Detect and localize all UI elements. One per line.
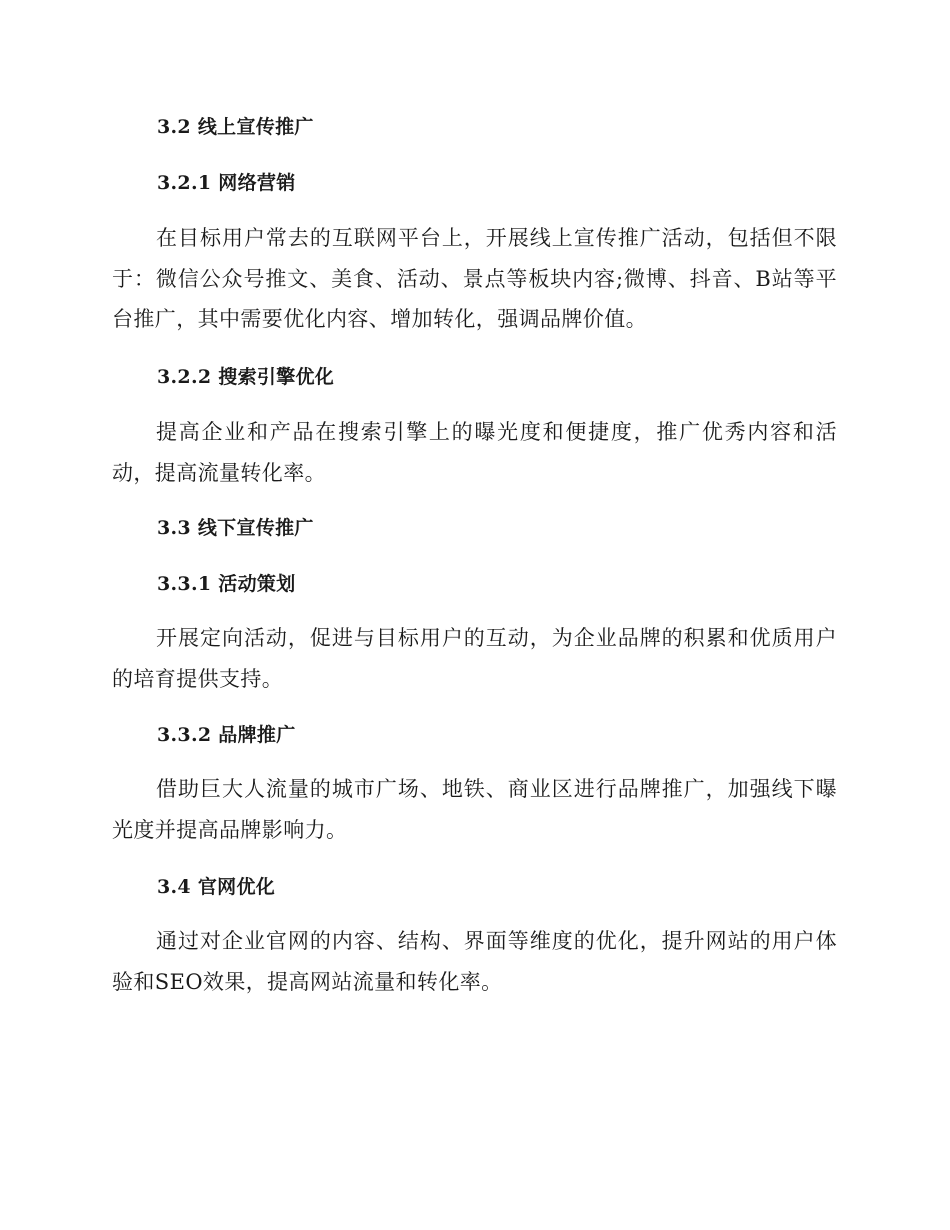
subsection-heading-3-3-1: 3.3.1 活动策划 bbox=[157, 573, 296, 595]
subsection-heading-3-2-2: 3.2.2 搜索引擎优化 bbox=[157, 366, 335, 388]
paragraph-network-marketing: 在目标用户常去的互联网平台上，开展线上宣传推广活动，包括但不限于：微信公众号推文、美食、活动、景点等板块内容;微博、抖音、B站等平台推广，其中需要优化内容、增加转化，强调品牌价值。 bbox=[112, 226, 837, 331]
subsection-heading-3-2-1: 3.2.1 网络营销 bbox=[157, 172, 296, 194]
paragraph-website-optimization: 通过对企业官网的内容、结构、界面等维度的优化，提升网站的用户体验和SEO效果，提高网站流量和转化率。 bbox=[112, 929, 837, 994]
section-heading-3-3: 3.3 线下宣传推广 bbox=[157, 517, 314, 539]
paragraph-seo: 提高企业和产品在搜索引擎上的曝光度和便捷度，推广优秀内容和活动，提高流量转化率。 bbox=[112, 420, 837, 485]
section-heading-3-4: 3.4 官网优化 bbox=[157, 876, 276, 898]
paragraph-event-planning: 开展定向活动，促进与目标用户的互动，为企业品牌的积累和优质用户的培育提供支持。 bbox=[112, 626, 837, 691]
subsection-heading-3-3-2: 3.3.2 品牌推广 bbox=[157, 724, 296, 746]
paragraph-brand-promotion: 借助巨大人流量的城市广场、地铁、商业区进行品牌推广，加强线下曝光度并提高品牌影响力。 bbox=[112, 777, 837, 842]
section-heading-3-2: 3.2 线上宣传推广 bbox=[157, 116, 314, 138]
